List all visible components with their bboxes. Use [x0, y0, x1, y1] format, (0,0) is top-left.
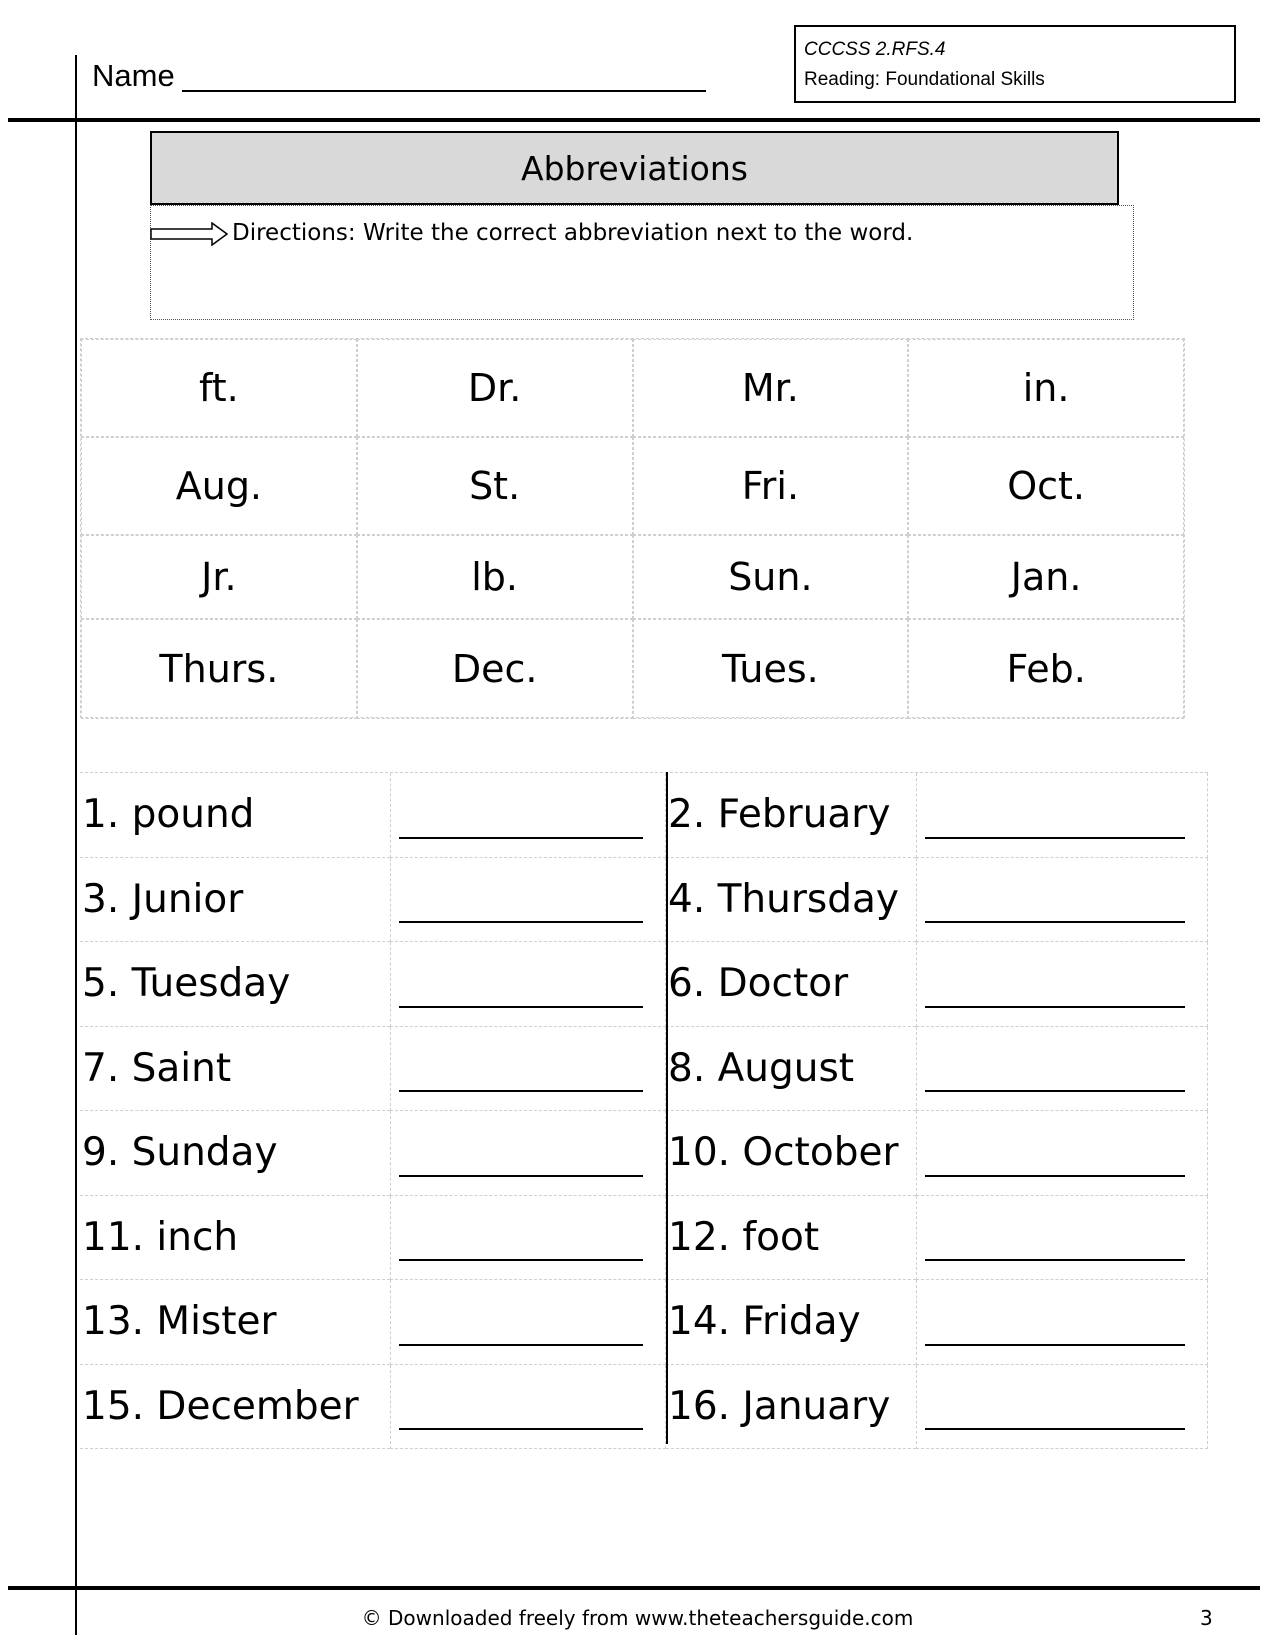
abbreviation-bank [80, 338, 1185, 718]
question-word: 12. foot [666, 1196, 916, 1281]
abbreviation-cell: Jan. [908, 535, 1184, 619]
header-divider [8, 118, 1260, 122]
abbreviation-cell: Sun. [633, 535, 909, 619]
footer-credit: © Downloaded freely from www.theteachersguide.com [361, 1606, 914, 1630]
answer-blank[interactable] [390, 1196, 666, 1281]
question-word: 4. Thursday [666, 858, 916, 943]
answer-blank[interactable] [916, 1196, 1208, 1281]
question-word: 9. Sunday [80, 1111, 390, 1196]
question-word: 15. December [80, 1365, 390, 1450]
abbreviation-cell: Jr. [81, 535, 357, 619]
answer-blank[interactable] [916, 1280, 1208, 1365]
abbreviation-cell: in. [908, 339, 1184, 437]
question-word: 7. Saint [80, 1027, 390, 1112]
abbreviation-cell: Oct. [908, 437, 1184, 535]
answer-blank[interactable] [916, 942, 1208, 1027]
abbreviation-cell: Tues. [633, 619, 909, 719]
question-word: 1. pound [80, 773, 390, 858]
margin-line [75, 55, 77, 1635]
question-word: 11. inch [80, 1196, 390, 1281]
page-number: 3 [1200, 1606, 1213, 1630]
column-divider [666, 772, 668, 1444]
abbreviation-cell: St. [357, 437, 633, 535]
abbreviation-cell: Thurs. [81, 619, 357, 719]
answer-blank[interactable] [390, 858, 666, 943]
question-word: 16. January [666, 1365, 916, 1450]
abbreviation-cell: lb. [357, 535, 633, 619]
abbreviation-cell: Fri. [633, 437, 909, 535]
question-word: 13. Mister [80, 1280, 390, 1365]
question-word: 5. Tuesday [80, 942, 390, 1027]
abbreviation-cell: Aug. [81, 437, 357, 535]
name-field-line[interactable] [182, 90, 706, 92]
arrow-right-icon [150, 222, 228, 246]
abbreviation-cell: Mr. [633, 339, 909, 437]
question-word: 10. October [666, 1111, 916, 1196]
standard-code: CCCSS 2.RFS.4 [804, 39, 946, 60]
answer-blank[interactable] [916, 773, 1208, 858]
question-word: 6. Doctor [666, 942, 916, 1027]
answer-blank[interactable] [390, 773, 666, 858]
answer-blank[interactable] [916, 1111, 1208, 1196]
answer-blank[interactable] [390, 1280, 666, 1365]
question-list [80, 772, 1208, 1448]
abbreviation-cell: Feb. [908, 619, 1184, 719]
answer-blank[interactable] [390, 1027, 666, 1112]
answer-blank[interactable] [916, 1027, 1208, 1112]
answer-blank[interactable] [390, 1365, 666, 1450]
answer-blank[interactable] [916, 1365, 1208, 1450]
footer-divider [8, 1586, 1260, 1590]
standard-strand: Reading: Foundational Skills [804, 69, 1045, 90]
question-word: 14. Friday [666, 1280, 916, 1365]
abbreviation-cell: Dr. [357, 339, 633, 437]
question-word: 3. Junior [80, 858, 390, 943]
name-label: Name [92, 58, 175, 93]
answer-blank[interactable] [390, 1111, 666, 1196]
question-word: 2. February [666, 773, 916, 858]
answer-blank[interactable] [916, 858, 1208, 943]
abbreviation-cell: Dec. [357, 619, 633, 719]
directions-text: Directions: Write the correct abbreviation next to the word. [232, 220, 914, 246]
worksheet-title: Abbreviations [150, 131, 1119, 205]
question-word: 8. August [666, 1027, 916, 1112]
abbreviation-cell: ft. [81, 339, 357, 437]
standard-box [794, 25, 1236, 103]
answer-blank[interactable] [390, 942, 666, 1027]
